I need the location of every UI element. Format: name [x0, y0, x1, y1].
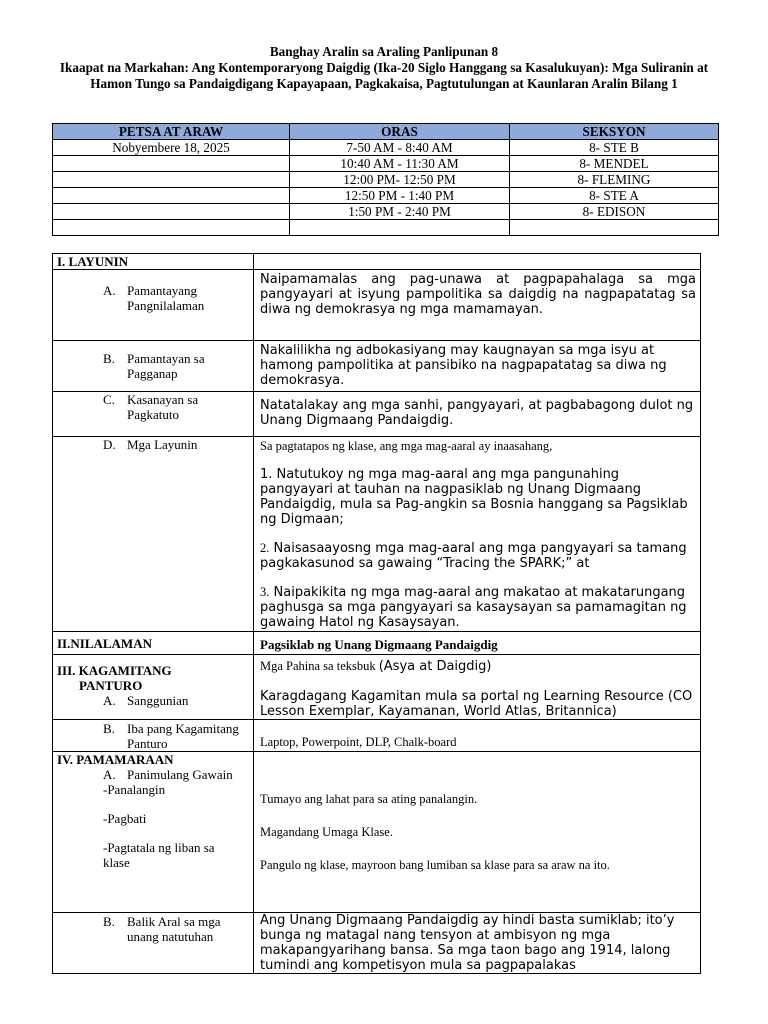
schedule-date-cell	[53, 172, 290, 188]
iba-pang-kagamitan-label: Iba pang Kagamitang Panturo	[127, 721, 239, 751]
balik-aral-label: Balik Aral sa mga unang natutuhan	[127, 914, 221, 944]
pamamaraan-heading: IV. PAMAMARAAN	[57, 752, 174, 767]
mga-layunin-intro: Sa pagtatapos ng klase, ang mga mag-aaral ay inaasahang,	[260, 439, 553, 453]
panimulang-gawain-label: Panimulang Gawain	[127, 767, 233, 782]
schedule-date-cell	[53, 156, 290, 172]
item-letter: A.	[103, 283, 116, 298]
kasanayan-sa-pagkatuto-label: Kasanayan sa Pagkatuto	[127, 392, 199, 422]
schedule-row	[53, 172, 719, 188]
item-letter: C.	[103, 392, 115, 407]
schedule-header-time: ORAS	[290, 124, 510, 140]
schedule-table	[52, 123, 719, 236]
schedule-section-cell: 8- FLEMING	[510, 172, 719, 188]
schedule-header-section: SEKSYON	[510, 124, 719, 140]
sanggunian-textbook: Mga Pahina sa teksbuk (Asya at Daigdig)	[260, 659, 492, 674]
schedule-time-cell: 12:50 PM - 1:40 PM	[290, 188, 510, 204]
schedule-row	[53, 188, 719, 204]
nilalaman-heading: II.NILALAMAN	[53, 632, 254, 655]
objective-text: Naipakikita ng mga mag-aaral ang makatao at makatarungang paghusga sa mga pangyayari sa kasaysayan sa pamamagitan ng gawaing Hatol ng Kasaysayan.	[260, 585, 687, 630]
document-title: Banghay Aralin sa Araling Panlipunan 8	[269, 44, 499, 59]
pamantayang-pangnilalaman-label: Pamantayang Pangnilalaman	[127, 283, 205, 313]
document-header	[40, 44, 728, 92]
objective-number: 3.	[260, 585, 270, 599]
item-letter: B.	[103, 351, 115, 366]
pamantayang-pangnilalaman-row	[53, 270, 701, 341]
item-letter: B.	[103, 914, 115, 929]
kasanayan-sa-pagkatuto-row	[53, 392, 701, 437]
schedule-date-cell	[53, 204, 290, 220]
schedule-time-cell: 12:00 PM- 12:50 PM	[290, 172, 510, 188]
pagtatala-text: Pangulo ng klase, mayroon bang lumiban sa klase para sa araw na ito.	[260, 858, 610, 872]
nilalaman-text: Pagsiklab ng Unang Digmaang Pandaigdig	[254, 632, 701, 655]
schedule-row	[53, 220, 719, 236]
schedule-row	[53, 140, 719, 156]
pagbati-label: -Pagbati	[103, 811, 147, 826]
objective-number: 1.	[260, 467, 273, 482]
objective-text: Naisasaayosng mga mag-aaral ang mga pangyayari sa tamang pagkakasunod sa gawaing “Tracing the SPARK;” at	[260, 541, 687, 571]
objective-item	[260, 541, 696, 571]
iba-pang-kagamitan-row	[53, 720, 701, 752]
schedule-time-cell: 10:40 AM - 11:30 AM	[290, 156, 510, 172]
schedule-row	[53, 204, 719, 220]
panimulang-gawain-row	[53, 752, 701, 913]
sanggunian-label: Sanggunian	[127, 693, 189, 708]
sanggunian-row	[53, 655, 701, 720]
sanggunian-additional: Karagdagang Kagamitan mula sa portal ng Learning Resource (CO Lesson Exemplar, Kayamanan, World Atlas, Britannica)	[260, 689, 693, 719]
panalangin-label: -Panalangin	[103, 782, 166, 797]
schedule-time-cell: 7-50 AM - 8:40 AM	[290, 140, 510, 156]
mga-layunin-label: Mga Layunin	[127, 437, 198, 452]
objective-item	[260, 585, 696, 630]
schedule-time-cell	[290, 220, 510, 236]
mga-layunin-row	[53, 437, 701, 632]
schedule-time-cell: 1:50 PM - 2:40 PM	[290, 204, 510, 220]
schedule-section-cell: 8- STE B	[510, 140, 719, 156]
kasanayan-sa-pagkatuto-text: Natatalakay ang mga sanhi, pangyayari, at pagbabagong dulot ng Unang Digmaang Pandaigdig.	[254, 392, 701, 437]
schedule-header-row	[53, 124, 719, 140]
schedule-section-cell	[510, 220, 719, 236]
document-subtitle: Ikaapat na Markahan: Ang Kontemporaryong Daigdig (Ika-20 Siglo Hanggang sa Kasalukuyan): Mga Suliranin at Hamon Tungo sa Pandaigdigang Kapayapaan, Pagkakaisa, Pagtutulungan at Kaunlaran Aralin Bilang 1	[59, 60, 709, 91]
item-letter: D.	[103, 437, 116, 452]
schedule-section-cell: 8- EDISON	[510, 204, 719, 220]
pamantayan-sa-pagganap-label: Pamantayan sa Pagganap	[127, 351, 205, 381]
objective-text: Natutukoy ng mga mag-aaral ang mga pangunahing pangyayari at tauhan na nagpasiklab ng Unang Digmaang Pandaigdig, mula sa Pag-angkin sa Bosnia hanggang sa Pagsiklab ng Digmaan;	[260, 467, 688, 527]
objective-item	[260, 467, 696, 527]
pamantayan-sa-pagganap-text: Nakalilikha ng adbokasiyang may kaugnayan sa mga isyu at hamong pampolitika at pansibiko na nagpapatatag sa diwa ng demokrasya.	[254, 341, 701, 392]
item-letter: A.	[103, 693, 116, 708]
schedule-date-cell: Nobyembere 18, 2025	[53, 140, 290, 156]
item-letter: A.	[103, 767, 116, 782]
schedule-section-cell: 8- MENDEL	[510, 156, 719, 172]
balik-aral-text: Ang Unang Digmaang Pandaigdig ay hindi basta sumiklab; ito’y bunga ng matagal nang tensyon at ambisyon ng mga makapangyarihang bansa. Sa mga taon bago ang 1914, lalong tumindi ang kompetisyon mula sa pagpapalakas	[254, 913, 701, 974]
layunin-heading-row	[53, 254, 701, 270]
item-letter: B.	[103, 721, 115, 736]
schedule-section-cell: 8- STE A	[510, 188, 719, 204]
panalangin-text: Tumayo ang lahat para sa ating panalangin.	[260, 792, 478, 806]
iba-pang-kagamitan-text: Laptop, Powerpoint, DLP, Chalk-board	[254, 720, 701, 752]
kagamitan-heading: III. KAGAMITANG PANTURO	[57, 663, 172, 693]
objective-number: 2.	[260, 541, 270, 555]
schedule-header-date: PETSA AT ARAW	[53, 124, 290, 140]
pagtatala-label: -Pagtatala ng liban sa klase	[103, 840, 215, 870]
pamantayan-sa-pagganap-row	[53, 341, 701, 392]
schedule-row	[53, 156, 719, 172]
pagbati-text: Magandang Umaga Klase.	[260, 825, 393, 839]
layunin-heading: I. LAYUNIN	[53, 254, 254, 270]
schedule-date-cell	[53, 188, 290, 204]
balik-aral-row	[53, 913, 701, 974]
pamantayang-pangnilalaman-text: Naipamamalas ang pag-unawa at pagpapahalaga sa mga pangyayari at isyung pampolitika sa daigdig na nagpapatatag sa diwa ng demokrasya ng mga mamamayan.	[254, 270, 701, 341]
lesson-plan-table	[52, 253, 701, 974]
nilalaman-row	[53, 632, 701, 655]
schedule-date-cell	[53, 220, 290, 236]
